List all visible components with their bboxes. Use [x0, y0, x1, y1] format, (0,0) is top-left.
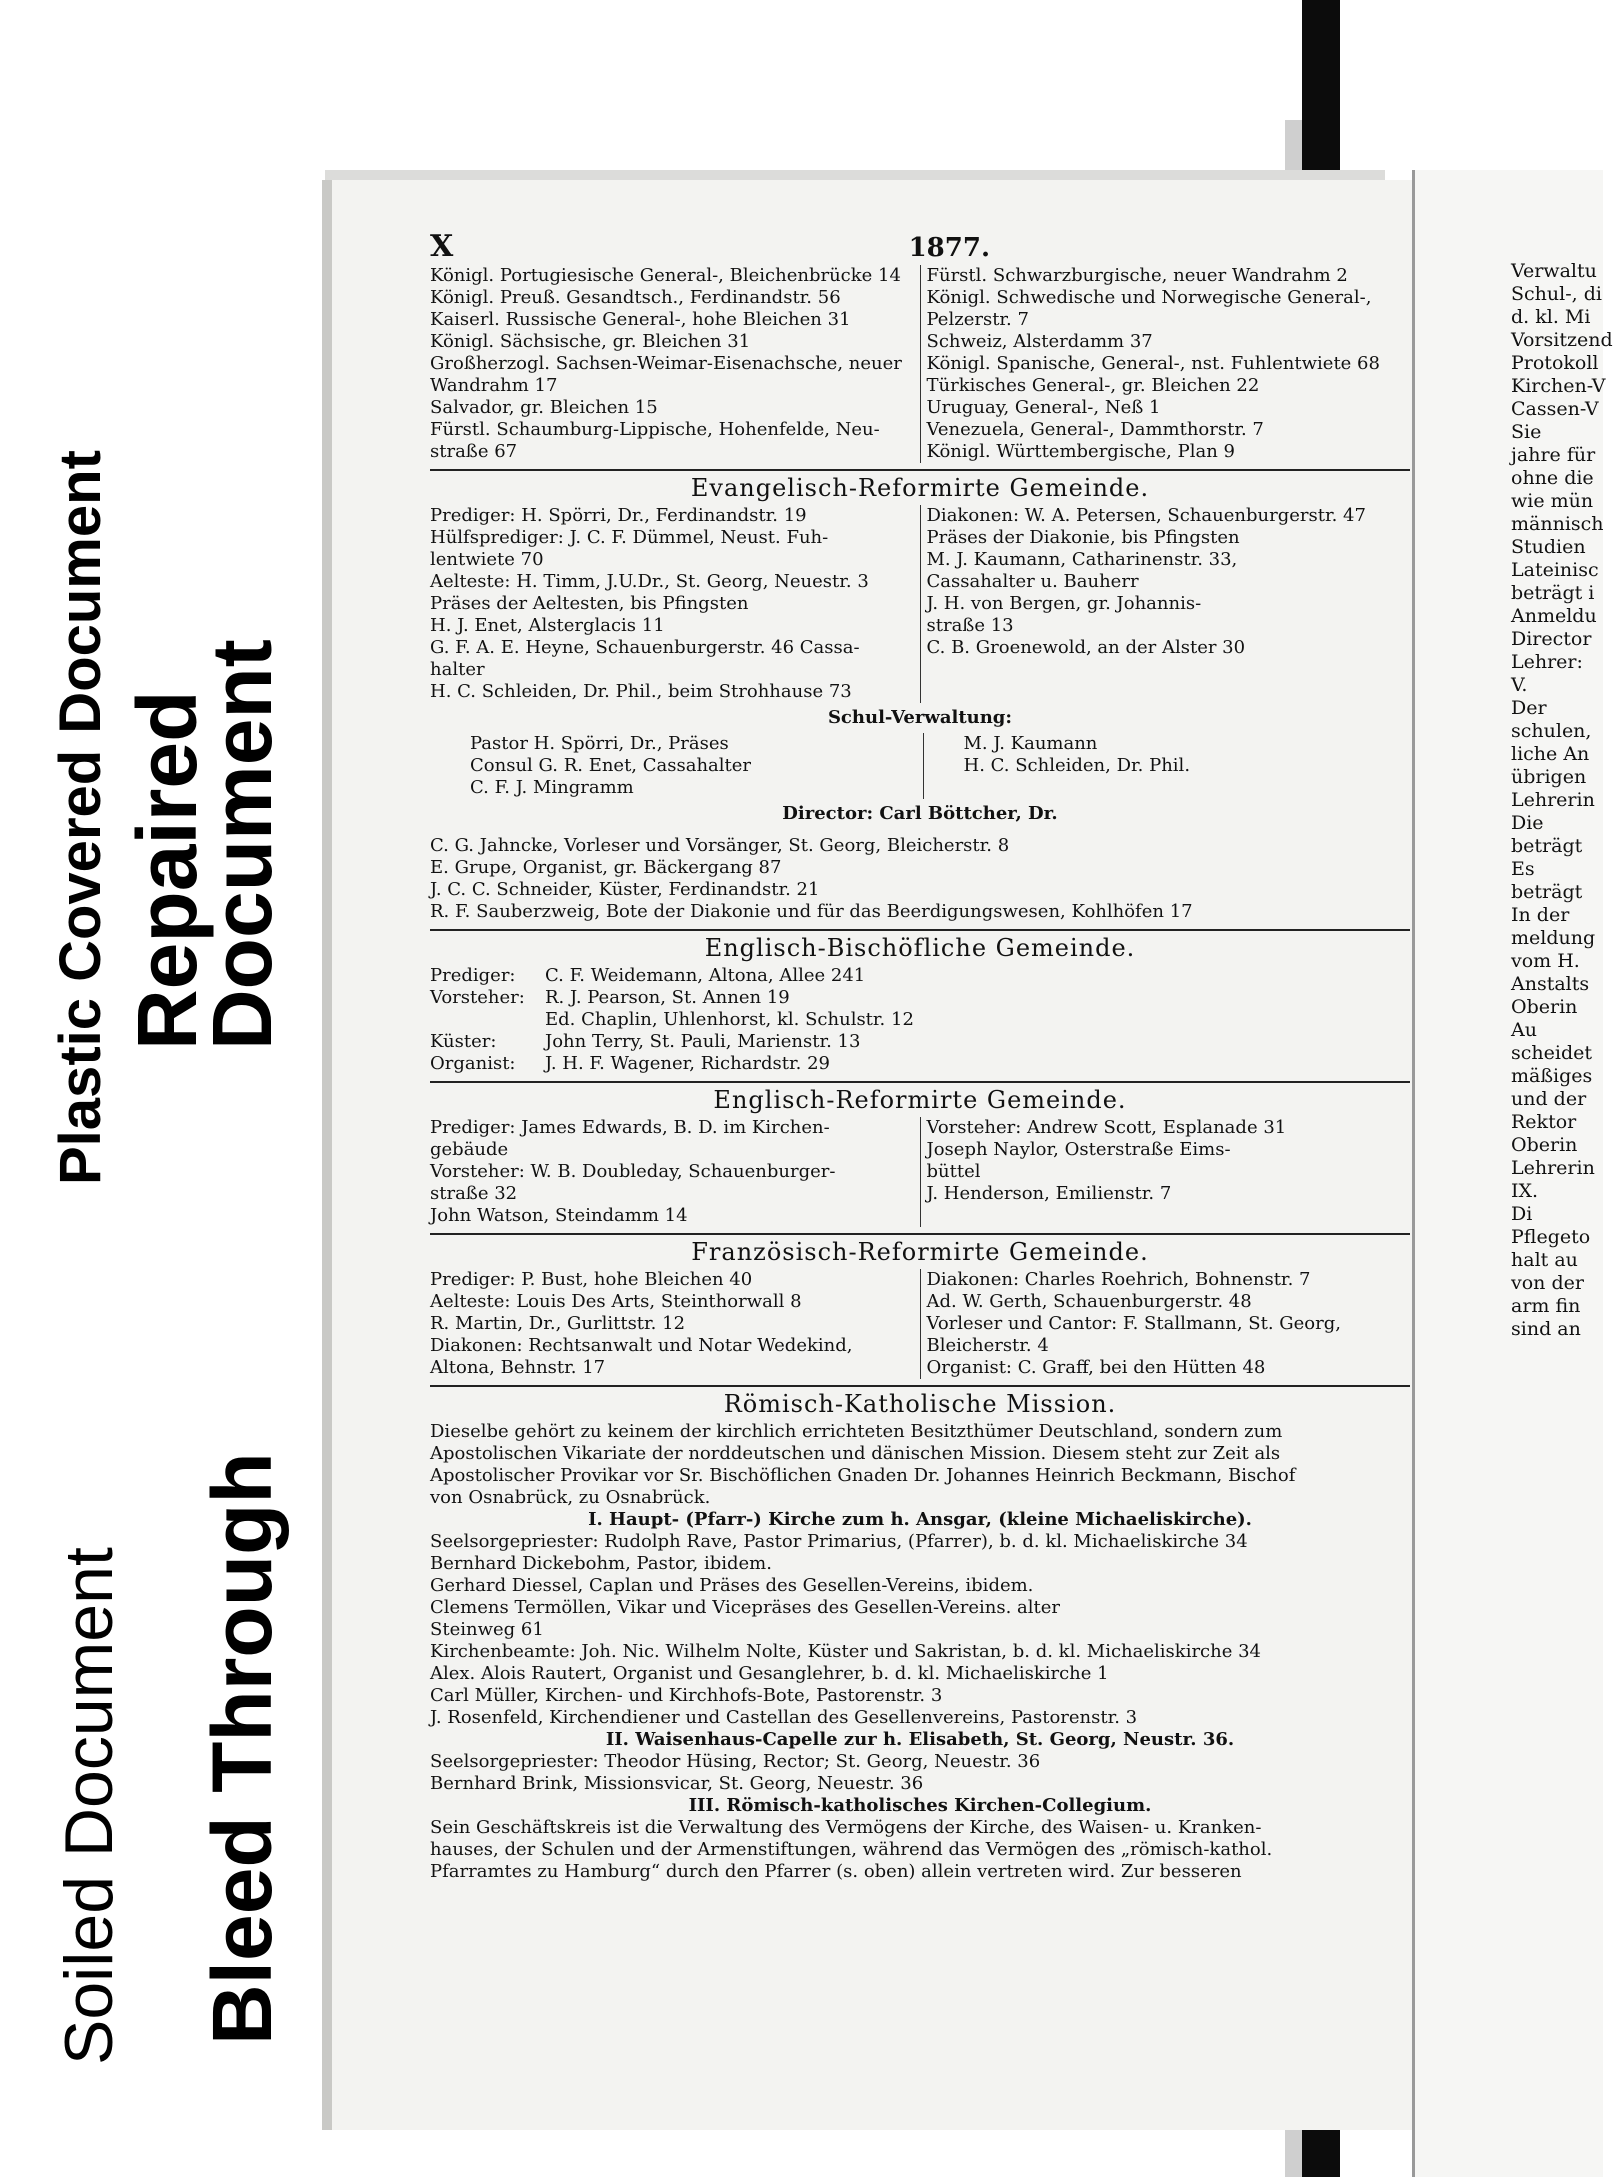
text-line: Pfarramtes zu Hamburg“ durch den Pfarrer (s. oben) allein vertreten wird. Zur besseren	[430, 1861, 1242, 1882]
text-line: straße 32	[430, 1183, 518, 1204]
text-line: Consul G. R. Enet, Cassahalter	[470, 755, 752, 776]
text-line: Königl. Württembergische, Plan 9	[926, 441, 1235, 462]
school-title: Schul-Verwaltung:	[827, 707, 1013, 728]
evref-right	[921, 505, 1411, 703]
text-line: Bernhard Dickebohm, Pastor, ibidem.	[430, 1553, 772, 1574]
text-line: Uruguay, General-, Neß 1	[926, 397, 1161, 418]
engref-right	[921, 1117, 1411, 1227]
text-line: Apostolischen Vikariate der norddeutschen und dänischen Mission. Diesem steht zur Zeit als	[430, 1443, 1281, 1464]
text-line: schulen,	[1511, 720, 1592, 742]
text-line: Alex. Alois Rautert, Organist und Gesanglehrer, b. d. kl. Michaeliskirche 1	[430, 1663, 1109, 1684]
text-line: von der	[1511, 1272, 1584, 1294]
text-line: Salvador, gr. Bleichen 15	[430, 397, 658, 418]
text-line: straße 67	[430, 441, 518, 462]
text-line: männisch	[1511, 513, 1604, 535]
text-line: Bleicherstr. 4	[926, 1335, 1049, 1356]
text-line: Kirchenbeamte: Joh. Nic. Wilhelm Nolte, Küster und Sakristan, b. d. kl. Michaeliskirche 34	[430, 1641, 1262, 1662]
text-line: büttel	[926, 1161, 981, 1182]
text-line: und der	[1511, 1088, 1587, 1110]
text-line: Ad. W. Gerth, Schauenburgerstr. 48	[926, 1291, 1252, 1312]
roemkath-list-2	[430, 1751, 1410, 1795]
text-line: Königl. Portugiesische General-, Bleichenbrücke 14	[430, 265, 901, 286]
text-line: Der	[1511, 697, 1547, 719]
text-line: In der	[1511, 904, 1570, 926]
consulates-right	[921, 265, 1411, 463]
text-line: Pastor H. Spörri, Dr., Präses	[470, 733, 729, 754]
text-line: Schweiz, Alsterdamm 37	[926, 331, 1153, 352]
franzref-right	[921, 1269, 1411, 1379]
roemkath-heading-2: II. Waisenhaus-Capelle zur h. Elisabeth, St. Georg, Neustr. 36.	[605, 1729, 1235, 1750]
consulates-left	[430, 265, 921, 463]
section-title: Evangelisch-Reformirte Gemeinde.	[690, 474, 1150, 502]
text-line	[430, 987, 1410, 1009]
roemkath-outro	[430, 1817, 1410, 1883]
text-line: Joseph Naylor, Osterstraße Eims-	[926, 1139, 1231, 1160]
text-line: J. C. C. Schneider, Küster, Ferdinandstr. 21	[430, 879, 820, 900]
text-line: J. H. von Bergen, gr. Johannis-	[926, 593, 1202, 614]
engbisch-rows	[430, 965, 1410, 1075]
text-line: John Watson, Steindamm 14	[430, 1205, 688, 1226]
text-line: Pelzerstr. 7	[926, 309, 1029, 330]
text-line: Steinweg 61	[430, 1619, 544, 1640]
text-line: C. G. Jahncke, Vorleser und Vorsänger, St. Georg, Bleicherstr. 8	[430, 835, 1010, 856]
text-line: Anmeldu	[1511, 605, 1597, 627]
text-line: Fürstl. Schaumburg-Lippische, Hohenfelde, Neu-	[430, 419, 880, 440]
repaired-label-line1: Repaired	[120, 690, 214, 1050]
text-line: G. F. A. E. Heyne, Schauenburgerstr. 46 Cassa-	[430, 637, 860, 658]
text-line: C. B. Groenewold, an der Alster 30	[926, 637, 1246, 658]
text-line: Vorsteher: Andrew Scott, Esplanade 31	[926, 1117, 1287, 1138]
text-line: Venezuela, General-, Dammthorstr. 7	[926, 419, 1264, 440]
text-line: jahre für	[1511, 444, 1596, 466]
school-right	[924, 733, 1411, 799]
text-line: gebäude	[430, 1139, 509, 1160]
roemkath-list-1	[430, 1531, 1410, 1729]
section-title: Römisch-Katholische Mission.	[723, 1390, 1117, 1418]
text-line: Vorleser und Cantor: F. Stallmann, St. Georg,	[926, 1313, 1341, 1334]
text-line: V.	[1511, 674, 1528, 696]
divider	[430, 929, 1410, 931]
text-line: Kirchen-V	[1511, 375, 1606, 397]
role-label: Organist:	[430, 1053, 516, 1074]
engref-section	[430, 1117, 1410, 1227]
director-line: Director: Carl Böttcher, Dr.	[782, 803, 1058, 824]
text-line	[430, 1009, 1410, 1031]
text-line: R. Martin, Dr., Gurlittstr. 12	[430, 1313, 686, 1334]
text-line: Es	[1511, 858, 1535, 880]
text-line: Schul-, di	[1511, 283, 1602, 305]
text-line: ohne die	[1511, 467, 1594, 489]
text-line: halt au	[1511, 1249, 1578, 1271]
text-line: Au	[1511, 1019, 1537, 1041]
text-line: mäßiges	[1511, 1065, 1593, 1087]
text-line: Lehrerin	[1511, 1157, 1595, 1179]
text-line: Pflegeto	[1511, 1226, 1591, 1248]
text-line: meldung	[1511, 927, 1596, 949]
text-line: Protokoll	[1511, 352, 1599, 374]
bleed-through-label: Bleed Through	[195, 1452, 289, 2045]
text-line: liche An	[1511, 743, 1590, 765]
text-line: Großherzogl. Sachsen-Weimar-Eisenachsche, neuer	[430, 353, 902, 374]
role-value: Ed. Chaplin, Uhlenhorst, kl. Schulstr. 12	[545, 1009, 914, 1030]
text-line: Studien	[1511, 536, 1586, 558]
text-line: Diakonen: W. A. Petersen, Schauenburgerstr. 47	[926, 505, 1366, 526]
text-line: Seelsorgepriester: Theodor Hüsing, Rector; St. Georg, Neuestr. 36	[430, 1751, 1041, 1772]
text-line: Diakonen: Rechtsanwalt und Notar Wedekind,	[430, 1335, 853, 1356]
consulates-section	[430, 265, 1410, 463]
text-line: Aelteste: Louis Des Arts, Steinthorwall 8	[430, 1291, 802, 1312]
roemkath-intro	[430, 1421, 1410, 1509]
text-line: C. F. J. Mingramm	[470, 777, 634, 798]
text-line: Königl. Sächsische, gr. Bleichen 31	[430, 331, 751, 352]
text-line: beträgt	[1511, 835, 1583, 857]
text-line: Carl Müller, Kirchen- und Kirchhofs-Bote, Pastorenstr. 3	[430, 1685, 943, 1706]
role-label: Küster:	[430, 1031, 497, 1052]
text-line: beträgt	[1511, 881, 1583, 903]
section-title: Englisch-Reformirte Gemeinde.	[713, 1086, 1127, 1114]
role-label: Prediger:	[430, 965, 516, 986]
text-line: Prediger: H. Spörri, Dr., Ferdinandstr. 19	[430, 505, 807, 526]
text-line: Präses der Aeltesten, bis Pfingsten	[430, 593, 749, 614]
text-line: Seelsorgepriester: Rudolph Rave, Pastor Primarius, (Pfarrer), b. d. kl. Michaeliskirche 34	[430, 1531, 1248, 1552]
soiled-document-label: Soiled Document	[51, 1547, 127, 2065]
text-line: Lehrer:	[1511, 651, 1583, 673]
role-value: J. H. F. Wagener, Richardstr. 29	[545, 1053, 830, 1074]
text-line	[430, 1053, 1410, 1075]
page-year: 1877.	[908, 233, 990, 263]
next-page-fragment	[1412, 170, 1613, 2177]
text-line: Bernhard Brink, Missionsvicar, St. Georg, Neuestr. 36	[430, 1773, 924, 1794]
page-content	[430, 229, 1410, 1883]
role-value: C. F. Weidemann, Altona, Allee 241	[545, 965, 866, 986]
text-line: Lateinisc	[1511, 559, 1599, 581]
text-line: wie mün	[1511, 490, 1594, 512]
text-line: Lehrerin	[1511, 789, 1595, 811]
text-line: Organist: C. Graff, bei den Hütten 48	[926, 1357, 1266, 1378]
page-header	[430, 229, 1410, 264]
divider	[430, 1081, 1410, 1083]
text-line: arm fin	[1511, 1295, 1581, 1317]
text-line: H. C. Schleiden, Dr. Phil., beim Strohhause 73	[430, 681, 852, 702]
text-line: M. J. Kaumann, Catharinenstr. 33,	[926, 549, 1238, 570]
text-line: Verwaltu	[1511, 260, 1597, 282]
evref-left	[430, 505, 921, 703]
text-line: Vorsteher: W. B. Doubleday, Schauenburger-	[430, 1161, 836, 1182]
text-line: straße 13	[926, 615, 1014, 636]
franzref-left	[430, 1269, 921, 1379]
role-value: John Terry, St. Pauli, Marienstr. 13	[545, 1031, 861, 1052]
roemkath-heading-3: III. Römisch-katholisches Kirchen-Collegium.	[688, 1795, 1152, 1816]
text-line: beträgt i	[1511, 582, 1595, 604]
text-line: Apostolischer Provikar vor Sr. Bischöflichen Gnaden Dr. Johannes Heinrich Beckmann, Bischof	[430, 1465, 1296, 1486]
role-label: Vorsteher:	[430, 987, 525, 1008]
text-line: hauses, der Schulen und der Armenstiftungen, während das Vermögen des „römisch-kathol.	[430, 1839, 1273, 1860]
text-line: lentwiete 70	[430, 549, 544, 570]
text-line: Rektor	[1511, 1111, 1577, 1133]
text-line: Sein Geschäftskreis ist die Verwaltung des Vermögens der Kirche, des Waisen- u. Kranken-	[430, 1817, 1262, 1838]
text-line: Präses der Diakonie, bis Pfingsten	[926, 527, 1240, 548]
text-line: Türkisches General-, gr. Bleichen 22	[926, 375, 1260, 396]
text-line: Director	[1511, 628, 1592, 650]
text-line: Diakonen: Charles Roehrich, Bohnenstr. 7	[926, 1269, 1311, 1290]
text-line: Dieselbe gehört zu keinem der kirchlich errichteten Besitzthümer Deutschland, sondern zum	[430, 1421, 1283, 1442]
text-line: halter	[430, 659, 485, 680]
text-line: IX.	[1511, 1180, 1539, 1202]
text-line: Altona, Behnstr. 17	[430, 1357, 606, 1378]
text-line: Wandrahm 17	[430, 375, 558, 396]
text-line	[430, 1031, 1410, 1053]
divider	[430, 1233, 1410, 1235]
text-line: H. C. Schleiden, Dr. Phil.	[963, 755, 1191, 776]
text-line: M. J. Kaumann	[963, 733, 1098, 754]
text-line: Oberin	[1511, 1134, 1578, 1156]
text-line: Clemens Termöllen, Vikar und Vicepräses des Gesellen-Vereins. alter	[430, 1597, 1060, 1618]
text-line: Die	[1511, 812, 1544, 834]
text-line: Cassahalter u. Bauherr	[926, 571, 1139, 592]
text-line: vom H.	[1511, 950, 1580, 972]
text-line: Hülfsprediger: J. C. F. Dümmel, Neust. Fuh-	[430, 527, 829, 548]
plastic-covered-label: Plastic Covered Document	[48, 450, 113, 1185]
text-line: übrigen	[1511, 766, 1587, 788]
evref-staff	[430, 835, 1410, 923]
text-line: R. F. Sauberzweig, Bote der Diakonie und für das Beerdigungswesen, Kohlhöfen 17	[430, 901, 1193, 922]
text-line: J. Henderson, Emilienstr. 7	[926, 1183, 1172, 1204]
text-line: Gerhard Diessel, Caplan und Präses des Gesellen-Vereins, ibidem.	[430, 1575, 1034, 1596]
divider	[430, 1385, 1410, 1387]
text-line: scheidet	[1511, 1042, 1592, 1064]
text-line: Königl. Schwedische und Norwegische General-,	[926, 287, 1372, 308]
school-left	[430, 733, 924, 799]
text-line: Cassen-V	[1511, 398, 1599, 420]
text-line: Oberin	[1511, 996, 1578, 1018]
role-value: R. J. Pearson, St. Annen 19	[545, 987, 790, 1008]
text-line: Prediger: P. Bust, hohe Bleichen 40	[430, 1269, 753, 1290]
text-line: Sie	[1511, 421, 1542, 443]
text-line: Anstalts	[1511, 973, 1590, 995]
text-line: Di	[1511, 1203, 1533, 1225]
evref-section	[430, 505, 1410, 703]
repaired-label-line2: Document	[195, 639, 289, 1050]
text-line: Vorsitzend	[1511, 329, 1613, 351]
engref-left	[430, 1117, 921, 1227]
text-line: J. Rosenfeld, Kirchendiener und Castellan des Gesellenvereins, Pastorenstr. 3	[430, 1707, 1138, 1728]
text-line: Königl. Spanische, General-, nst. Fuhlentwiete 68	[926, 353, 1380, 374]
text-line: Aelteste: H. Timm, J.U.Dr., St. Georg, Neuestr. 3	[430, 571, 869, 592]
divider	[430, 469, 1410, 471]
text-line: Kaiserl. Russische General-, hohe Bleichen 31	[430, 309, 851, 330]
text-line: Königl. Preuß. Gesandtsch., Ferdinandstr. 56	[430, 287, 841, 308]
school-section	[430, 733, 1410, 799]
text-line: Fürstl. Schwarzburgische, neuer Wandrahm 2	[926, 265, 1348, 286]
section-title: Englisch-Bischöfliche Gemeinde.	[704, 934, 1136, 962]
franzref-section	[430, 1269, 1410, 1379]
text-line: sind an	[1511, 1318, 1581, 1340]
roemkath-heading-1: I. Haupt- (Pfarr-) Kirche zum h. Ansgar, (kleine Michaeliskirche).	[588, 1509, 1252, 1530]
text-line: H. J. Enet, Alsterglacis 11	[430, 615, 665, 636]
text-line	[430, 965, 1410, 987]
text-line: E. Grupe, Organist, gr. Bäckergang 87	[430, 857, 782, 878]
text-line: von Osnabrück, zu Osnabrück.	[430, 1487, 711, 1508]
text-line: d. kl. Mi	[1511, 306, 1591, 328]
text-line: Prediger: James Edwards, B. D. im Kirchen-	[430, 1117, 830, 1138]
section-title: Französisch-Reformirte Gemeinde.	[691, 1238, 1149, 1266]
page-number: X	[430, 229, 454, 264]
